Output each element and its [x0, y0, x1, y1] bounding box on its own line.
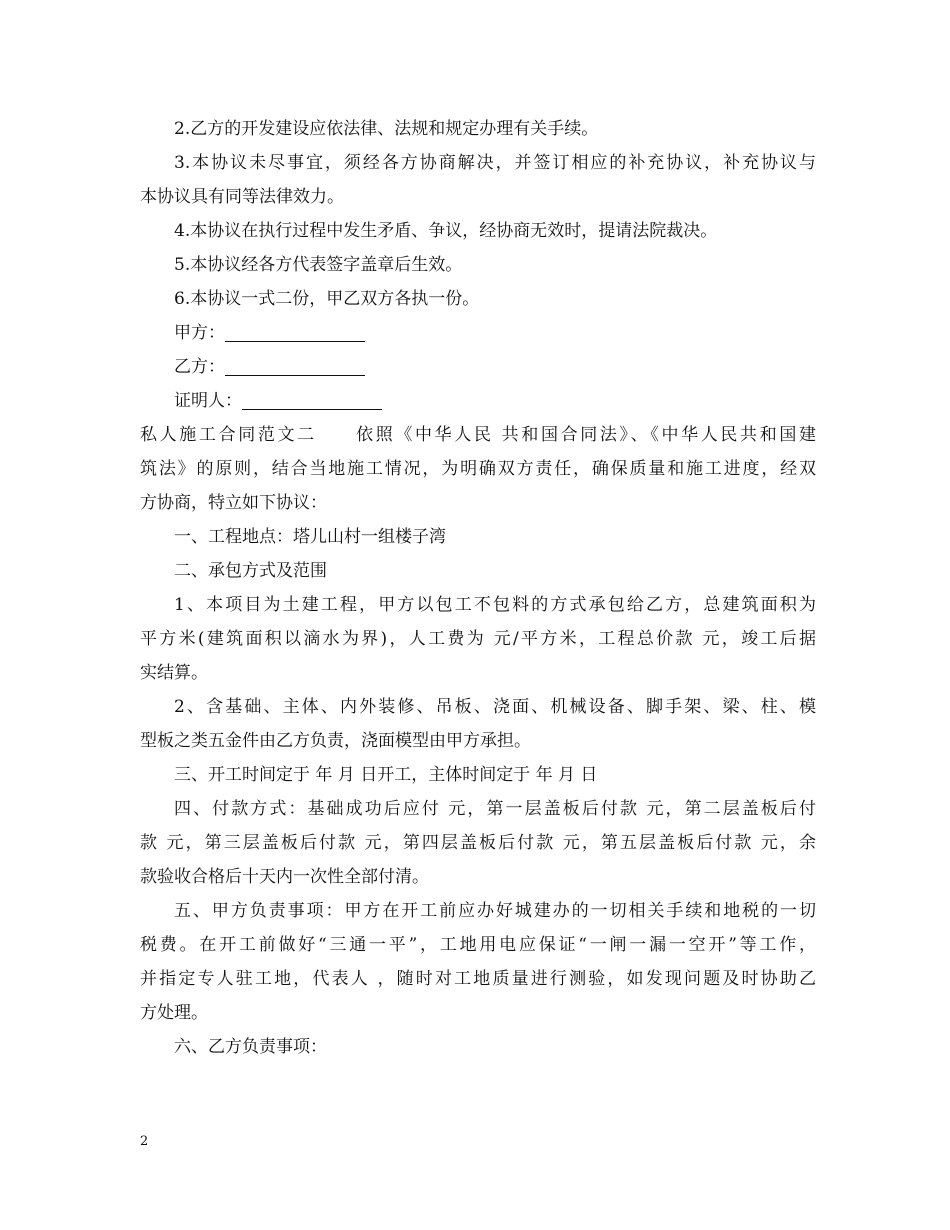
section-2-item-2-line-1: 2、含基础、主体、内外装修、吊板、浇面、机械设备、脚手架、梁、柱、模	[174, 697, 816, 717]
section-4-payment-line-2: 款 元，第三层盖板后付款 元，第四层盖板后付款 元，第五层盖板后付款 元，余	[140, 833, 816, 853]
section-2-item-2-line-2: 型板之类五金件由乙方负责，浇面模型由甲方承担。	[140, 731, 531, 751]
signature-party-a	[140, 316, 816, 350]
contract-two-intro-line-2: 筑法》的原则，结合当地施工情况，为明确双方责任，确保质量和施工进度，经双	[140, 459, 816, 479]
section-3-start-time: 三、开工时间定于 年 月 日开工，主体时间定于 年 月 日	[174, 765, 598, 785]
contract-two-intro-line-1: 私人施工合同范文二 依照《中华人民 共和国合同法》、《中华人民共和国建	[140, 425, 816, 445]
clause-6: 6.本协议一式二份，甲乙双方各执一份。	[174, 289, 480, 309]
signature-witness-blank	[242, 387, 382, 410]
section-1-location: 一、工程地点：塔儿山村一组楼子湾	[174, 527, 446, 547]
section-5-party-a-line-4: 方处理。	[140, 1003, 208, 1023]
clause-5: 5.本协议经各方代表签字盖章后生效。	[174, 255, 463, 275]
section-2-heading: 二、承包方式及范围	[174, 561, 327, 581]
section-6-heading: 六、乙方负责事项：	[174, 1037, 327, 1057]
document-body	[140, 112, 816, 1064]
section-5-party-a-line-1: 五、甲方负责事项：甲方在开工前应办好城建办的一切相关手续和地税的一切	[174, 901, 816, 921]
signature-party-a-blank	[225, 319, 365, 342]
clause-3-line-1: 3.本协议未尽事宜，须经各方协商解决，并签订相应的补充协议，补充协议与	[174, 153, 816, 173]
contract-two-intro-line-3: 方协商，特立如下协议：	[140, 493, 327, 513]
clause-2: 2.乙方的开发建设应依法律、法规和规定办理有关手续。	[174, 119, 599, 139]
signature-witness	[140, 384, 816, 418]
signature-witness-label: 证明人：	[174, 391, 242, 411]
section-4-payment-line-3: 款验收合格后十天内一次性全部付清。	[140, 867, 429, 887]
section-2-item-1-line-1: 1、本项目为土建工程，甲方以包工不包料的方式承包给乙方，总建筑面积为	[174, 595, 816, 615]
section-4-payment-line-1: 四、付款方式：基础成功后应付 元，第一层盖板后付款 元，第二层盖板后付	[174, 799, 816, 819]
clause-4: 4.本协议在执行过程中发生矛盾、争议，经协商无效时，提请法院裁决。	[174, 221, 718, 241]
section-5-party-a-line-3: 并指定专人驻工地，代表人 ，随时对工地质量进行测验，如发现问题及时协助乙	[140, 969, 816, 989]
signature-party-a-label: 甲方：	[174, 323, 225, 343]
signature-party-b-label: 乙方：	[174, 357, 225, 377]
section-5-party-a-line-2: 税费。在开工前做好“三通一平”，工地用电应保证“一闸一漏一空开”等工作，	[140, 935, 816, 955]
clause-3-line-2: 本协议具有同等法律效力。	[140, 187, 344, 207]
section-2-item-1-line-2: 平方米(建筑面积以滴水为界)，人工费为 元/平方米，工程总价款 元，竣工后据	[140, 629, 816, 649]
section-2-item-1-line-3: 实结算。	[140, 663, 208, 683]
signature-party-b	[140, 350, 816, 384]
signature-party-b-blank	[225, 353, 365, 376]
page-number: 2	[140, 1134, 149, 1149]
